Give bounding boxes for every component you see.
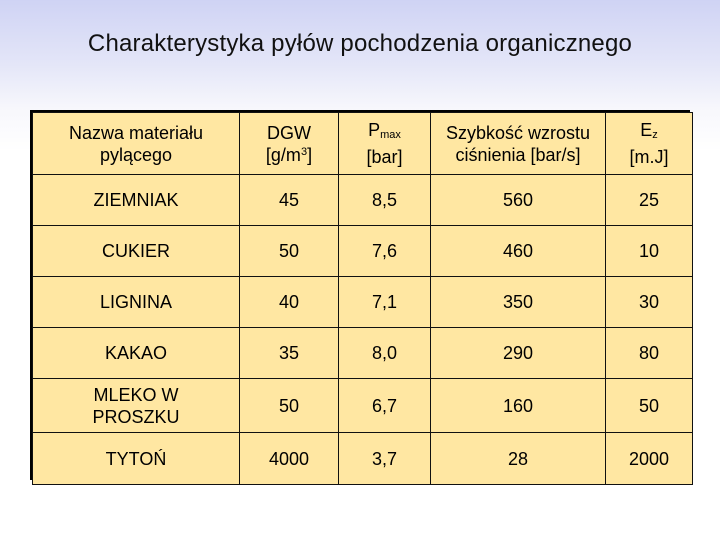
- slide-title: Charakterystyka pyłów pochodzenia organicznego: [87, 30, 633, 57]
- cell-pressure-rate: 560: [431, 175, 606, 226]
- cell-dgw: 50: [240, 226, 339, 277]
- material-name-line1: LIGNINA: [99, 292, 173, 312]
- material-name-line1: TYTOŃ: [105, 448, 167, 469]
- cell-pmax: 8,0: [339, 328, 431, 379]
- header-pmax-symbol: P: [368, 120, 381, 140]
- header-pmax-subscript: max: [380, 129, 401, 141]
- header-pmax: [339, 113, 431, 175]
- cell-pressure-rate: 160: [431, 379, 606, 433]
- cell-pressure-rate: 28: [431, 433, 606, 485]
- cell-pressure-rate: 290: [431, 328, 606, 379]
- header-material-name-line1: Nazwa materiału: [68, 122, 204, 143]
- header-material-name: [33, 113, 240, 175]
- cell-material-name: [33, 328, 240, 379]
- table-header-row: [33, 113, 693, 175]
- cell-dgw: 50: [240, 379, 339, 433]
- dust-characteristics-table: [30, 110, 690, 480]
- header-ez-symbol: E: [640, 120, 653, 140]
- table-row: [33, 277, 693, 328]
- header-pressure-rate-line2: ciśnienia [bar/s]: [455, 144, 581, 165]
- header-dgw: [240, 113, 339, 175]
- material-name-line1: MLEKO W: [93, 384, 179, 405]
- cell-material-name: [33, 277, 240, 328]
- table-row: [33, 226, 693, 277]
- header-material-name-line2: pylącego: [99, 144, 173, 165]
- cell-dgw: 45: [240, 175, 339, 226]
- cell-ez: 30: [606, 277, 693, 328]
- header-pressure-rate-line1: Szybkość wzrostu: [445, 122, 591, 143]
- header-dgw-unit-pre: [g/m: [265, 144, 301, 165]
- cell-material-name: [33, 175, 240, 226]
- cell-pmax: 7,6: [339, 226, 431, 277]
- material-name-line1: KAKAO: [104, 343, 168, 363]
- table-row: [33, 175, 693, 226]
- cell-dgw: 40: [240, 277, 339, 328]
- header-dgw-line2: [244, 144, 334, 166]
- cell-ez: 80: [606, 328, 693, 379]
- header-dgw-unit-sup: 3: [300, 145, 308, 158]
- cell-material-name: [33, 433, 240, 485]
- cell-material-name: [33, 226, 240, 277]
- cell-ez: 10: [606, 226, 693, 277]
- cell-ez: 2000: [606, 433, 693, 485]
- header-pmax-line1: [343, 119, 426, 146]
- cell-pmax: 6,7: [339, 379, 431, 433]
- header-ez-line1: [610, 119, 688, 146]
- table-row: [33, 379, 693, 433]
- header-dgw-unit-post: ]: [307, 144, 313, 165]
- material-name-line2: PROSZKU: [92, 406, 180, 427]
- header-dgw-line1: DGW: [267, 122, 311, 143]
- header-ez-subscript: z: [652, 129, 658, 141]
- table-row: [33, 328, 693, 379]
- cell-pressure-rate: 460: [431, 226, 606, 277]
- cell-material-name: [33, 379, 240, 433]
- cell-pmax: 3,7: [339, 433, 431, 485]
- cell-pmax: 7,1: [339, 277, 431, 328]
- material-name-line1: ZIEMNIAK: [93, 190, 179, 210]
- header-pmax-line2: [bar]: [366, 147, 403, 167]
- table-row: [33, 433, 693, 485]
- cell-dgw: 35: [240, 328, 339, 379]
- cell-ez: 25: [606, 175, 693, 226]
- header-ez-line2: [m.J]: [629, 147, 669, 167]
- material-name-line1: CUKIER: [101, 241, 170, 261]
- header-ez: [606, 113, 693, 175]
- cell-dgw: 4000: [240, 433, 339, 485]
- cell-ez: 50: [606, 379, 693, 433]
- cell-pressure-rate: 350: [431, 277, 606, 328]
- header-pressure-rate: [431, 113, 606, 175]
- cell-pmax: 8,5: [339, 175, 431, 226]
